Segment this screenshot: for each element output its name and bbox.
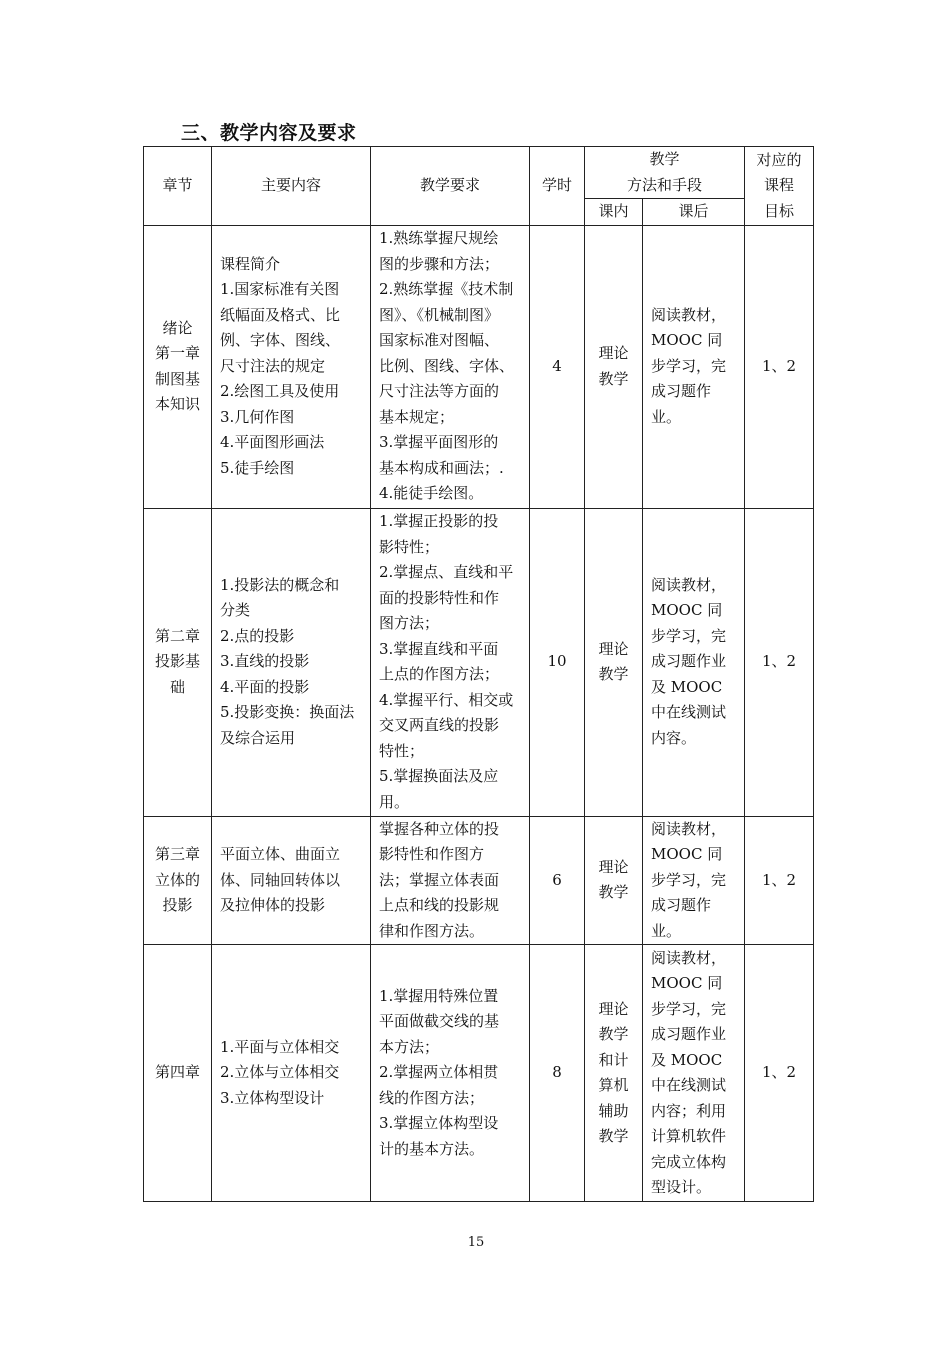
hours-cell: 10: [530, 508, 585, 816]
objectives-cell: 1、2: [745, 945, 814, 1202]
in-class-cell: 理论 教学 和计 算机 辅助 教学: [585, 945, 643, 1202]
header-main-content: 主要内容: [212, 147, 371, 226]
content-cell: 平面立体、曲面立 体、同轴回转体以 及拉伸体的投影: [212, 816, 371, 945]
content-cell: 课程简介 1.国家标准有关图 纸幅面及格式、比 例、字体、图线、 尺寸注法的规定 2.绘图工具及使用 3.几何作图 4.平面图形画法 5.徒手绘图: [212, 225, 371, 508]
after-class-cell: 阅读教材， MOOC 同 步学习，完 成习题作 业。: [643, 225, 745, 508]
after-class-cell: 阅读教材， MOOC 同 步学习，完 成习题作 业。: [643, 816, 745, 945]
table-row: [144, 225, 814, 508]
header-hours: 学时: [530, 147, 585, 226]
hours-cell: 4: [530, 225, 585, 508]
table-row: [144, 508, 814, 816]
in-class-cell: 理论 教学: [585, 225, 643, 508]
content-cell: 1.投影法的概念和 分类 2.点的投影 3.直线的投影 4.平面的投影 5.投影变换：换面法 及综合运用: [212, 508, 371, 816]
objectives-cell: 1、2: [745, 508, 814, 816]
requirements-cell: 1.掌握正投影的投 影特性； 2.掌握点、直线和平 面的投影特性和作 图方法； 3.掌握直线和平面 上点的作图方法； 4.掌握平行、相交或 交叉两直线的投影 特性； 5.掌握换面法及应 用。: [371, 508, 530, 816]
after-class-cell: 阅读教材， MOOC 同 步学习，完 成习题作业 及 MOOC 中在线测试 内容；利用 计算机软件 完成立体构 型设计。: [643, 945, 745, 1202]
in-class-cell: 理论 教学: [585, 816, 643, 945]
header-in-class: 课内: [585, 199, 643, 226]
hours-cell: 8: [530, 945, 585, 1202]
objectives-cell: 1、2: [745, 816, 814, 945]
in-class-cell: 理论 教学: [585, 508, 643, 816]
requirements-cell: 1.掌握用特殊位置 平面做截交线的基 本方法； 2.掌握两立体相贯 线的作图方法； 3.掌握立体构型设 计的基本方法。: [371, 945, 530, 1202]
table-row: [144, 816, 814, 945]
table-row: [144, 945, 814, 1202]
page-number: 15: [467, 1235, 485, 1250]
objectives-cell: 1、2: [745, 225, 814, 508]
chapter-cell: 绪论 第一章 制图基 本知识: [144, 225, 212, 508]
header-requirements: 教学要求: [371, 147, 530, 226]
header-after-class: 课后: [643, 199, 745, 226]
header-methods: 教学 方法和手段: [585, 147, 745, 199]
section-title: 三、教学内容及要求: [181, 122, 357, 144]
after-class-cell: 阅读教材， MOOC 同 步学习，完 成习题作业 及 MOOC 中在线测试 内容。: [643, 508, 745, 816]
chapter-cell: 第四章: [144, 945, 212, 1202]
chapter-cell: 第二章 投影基 础: [144, 508, 212, 816]
chapter-cell: 第三章 立体的 投影: [144, 816, 212, 945]
header-chapter: 章节: [144, 147, 212, 226]
requirements-cell: 掌握各种立体的投 影特性和作图方 法；掌握立体表面 上点和线的投影规 律和作图方法。: [371, 816, 530, 945]
requirements-cell: 1.熟练掌握尺规绘 图的步骤和方法； 2.熟练掌握《技术制 图》、《机械制图》 国家标准对图幅、 比例、图线、字体、 尺寸注法等方面的 基本规定； 3.掌握平面图形的 基本构成和画法；. 4.能徒手绘图。: [371, 225, 530, 508]
hours-cell: 6: [530, 816, 585, 945]
content-cell: 1.平面与立体相交 2.立体与立体相交 3.立体构型设计: [212, 945, 371, 1202]
header-objectives: 对应的 课程 目标: [745, 147, 814, 226]
table-header-row: [144, 147, 814, 199]
curriculum-table: [143, 146, 814, 1202]
